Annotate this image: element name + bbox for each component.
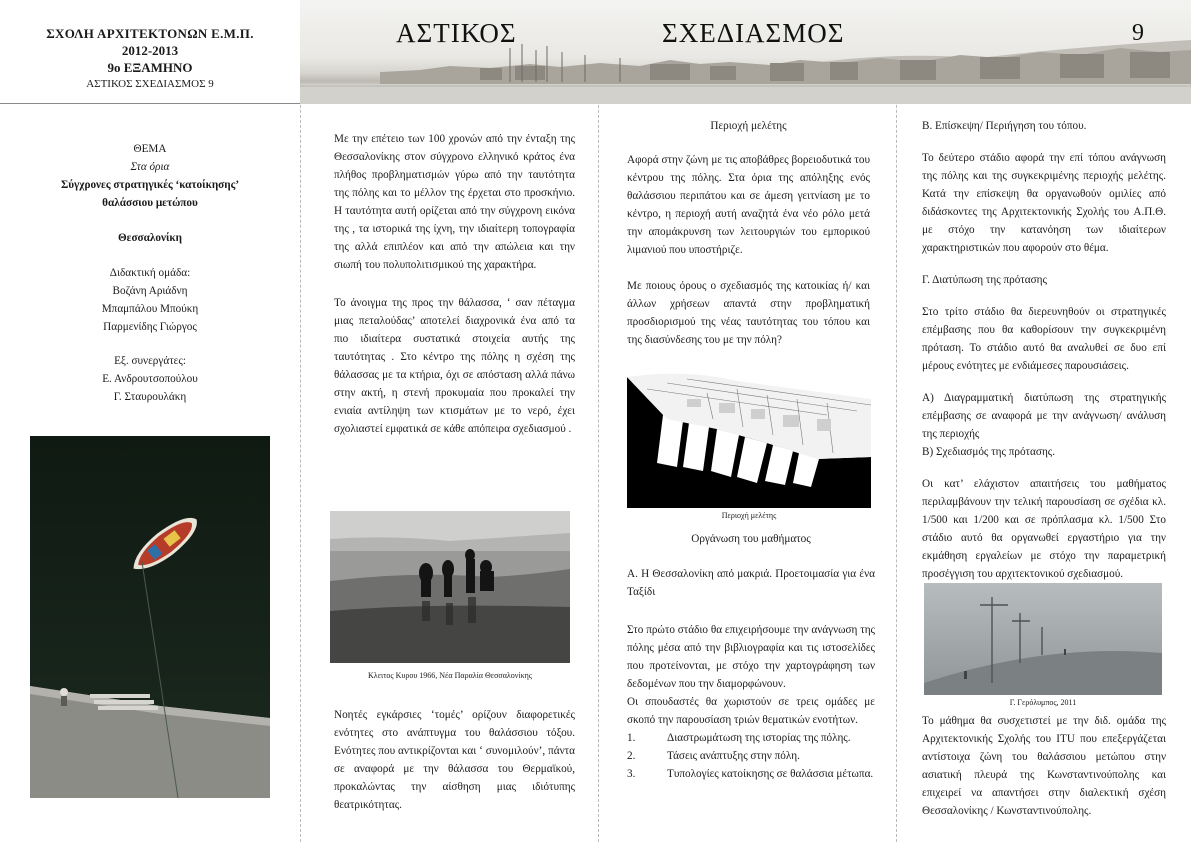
proposal-paragraph: Στο τρίτο στάδιο θα διερευνηθούν οι στρατηγικές επέμβασης που θα καθορίσουν την συγκεκριμένη πρόταση. Το στάδιο αυτό θα αναλυθεί σε δυο επί μέρους ενότητες με ενδιάμεσες παρουσιάσεις. [922, 306, 1166, 372]
list-number: 2. [627, 750, 636, 762]
intro-column [334, 130, 575, 452]
item-b: Β) Σχεδιασμός της πρότασης. [922, 446, 1056, 458]
item-a: Α) Διαγραμματική διατύπωση της στρατηγικής επέμβασης σε αναφορά με την ανάγνωση/ ανάλυση της περιοχής [922, 392, 1166, 440]
organization-heading: Οργάνωση του μαθήματος [691, 533, 811, 545]
collaborator: Ε. Ανδρουτσοπούλου [102, 373, 198, 385]
academic-year: 2012-2013 [121, 43, 179, 58]
requirements-paragraph: Οι κατ’ ελάχιστον απαιτήσεις του μαθήματος περιλαμβάνουν την τελική παρουσίαση σε σχέδια κλ. 1/500 και 1/200 και σε πρόπλασμα κλ. 1/500 Στο στάδιο αυτό θα οργανωθεί εργαστήριο για την εκμάθηση εργαλείων με στόχο την παραμετρική προσέγγιση του αρχιτεκτονικού σχεδιασμού. [922, 478, 1166, 580]
collaborators-label: Εξ. συνεργάτες: [114, 355, 186, 367]
school-header [0, 0, 300, 104]
waterfront-paragraph: Το άνοιγμα της προς την θάλασσα, ‘ σαν πέταγμα μιας πεταλούδας’ αποτελεί διαχρονικά ένα από τα πιο ιδιαίτερα συστατικά στοιχεία αυτής της ταυτότητας . Στο κέντρο της πόλης η σχέση της θάλασσας με τα κτήρια, όχι σε απόσταση αλλά πάνω στην ακτή, η στενή προκυμαία που προκαλεί την ενιαία αντίληψη των κτισμάτων με το νερό, έχει σχολιαστεί εμφατικά σε κάθε απόπειρα σχεδιασμού . [334, 297, 575, 435]
banner-title-word2: ΣΧΕΔΙΑΣΜΟΣ [662, 18, 845, 48]
section-b-heading: Β. Επίσκεψη/ Περιήγηση του τόπου. [922, 120, 1087, 132]
sections-column [334, 706, 575, 828]
harbor-panorama-photo [300, 0, 1191, 104]
kyrou-1966-photo [330, 511, 570, 663]
photo-caption: Κλειτος Κυρου 1966, Νέα Παραλία Θεσσαλονίκης [368, 671, 532, 680]
list-number: 1. [627, 732, 636, 744]
boat-aerial-photo [30, 436, 270, 798]
fold-line [300, 0, 301, 842]
school-name: ΣΧΟΛΗ ΑΡΧΙΤΕΚΤΟΝΩΝ Ε.Μ.Π. [46, 26, 254, 41]
groups-paragraph: Οι σπουδαστές θα χωριστούν σε τρεις ομάδες με σκοπό την παρουσίαση τριών θεματικών ενοτήτων. [627, 696, 875, 726]
harbor-panorama-banner [300, 0, 1191, 104]
theme-label: ΘΕΜΑ [133, 143, 167, 155]
banner-title-word1: ΑΣΤΙΚΟΣ [396, 18, 517, 48]
visit-paragraph: Το δεύτερο στάδιο αφορά την επί τόπου ανάγνωση της πόλης και της συγκεκριμένης περιοχής μελέτης. Κατά την επίσκεψη θα οργανωθούν ομιλίες από διδάσκοντες της Αρχιτεκτονικής Σχολής του Α.Π.Θ. με στόχο την κατανόηση των ιδιαίτερων χαρακτηριστικών που αφορούν στο θέμα. [922, 152, 1166, 254]
question-paragraph: Με ποιους όρους ο σχεδιασμός της κατοικίας ή/ και άλλων χρήσεων απαντά στην προβληματική προσδιορισμού της νέας ταυτότητας του τόπου και της διασύνδεσης του με την πόλη? [627, 280, 870, 346]
list-item [627, 729, 875, 747]
intro-paragraph: Με την επέτειο των 100 χρονών από την ένταξη της Θεσσαλονίκης στον σύγχρονο ελληνικό κράτος ένα πλήθος προβληματισμών γύρω από την ταυτότητα της πόλης και το μέλλον της έρχεται στο προσκήνιο. Η ταυτότητα αυτή ορίζεται από την σύγχρονη εικόνα της , τα ιστορικά της ίχνη, την ιδιαίτερη τοπογραφία της αλλά επιπλέον και από την απώλεια και την σιωπή του πολυπολιτισμικού της χαρακτήρα. [334, 133, 575, 271]
sections-paragraph: Νοητές εγκάρσιες ‘τομές’ ορίζουν διαφορετικές ενότητες στο ανάπτυγμα του θαλάσσιου τόξου. Ενότητες που αντικρίζονται και ‘ συνομιλούν’, πάντα σε αναφορά με την θάλασσα του Θερμαϊκού, προκαλώντας την αίσθηση μιας ιδιότυπης θεατρικότητας. [334, 709, 575, 811]
visit-column [922, 117, 1166, 597]
team-label: Διδακτική ομάδα: [109, 267, 191, 279]
theme-block [20, 140, 280, 406]
map-caption: Περιοχή μελέτης [721, 511, 777, 520]
collaborator: Γ. Σταυρουλάκη [113, 391, 187, 403]
list-text: Τυπολογίες κατοίκησης σε θαλάσσια μέτωπα. [667, 768, 874, 780]
themes-list [627, 729, 875, 783]
page-number: 9 [1132, 20, 1144, 46]
theme-title-line1: Σύγχρονες στρατηγικές ‘κατοίκησης’ [60, 179, 240, 191]
course-organization-column [627, 530, 875, 783]
semester: 9o ΕΞΑΜΗΝΟ [107, 60, 193, 75]
fog-photo-caption: Γ. Γερόλυμπος, 2011 [1009, 698, 1077, 707]
study-area-paragraph: Αφορά στην ζώνη με τις αποβάθρες βορειοδυτικά του κέντρου της πόλης. Στα όρια της απόληξης ενός θαλάσσιου περιπάτου και σε άμεση γειτνίαση με το κέντρο, η περιοχή αυτή αναζητά ένα νέο ρόλο μετά την απομάκρυνση των λειτουργιών του εμπορικού λιμανιού που υποστήριζε. [627, 154, 870, 256]
stage-one-paragraph: Στο πρώτο στάδιο θα επιχειρήσουμε την ανάγνωση της πόλης μέσα από την βιβλιογραφία και τις ιστοσελίδες που προτείνονται, με στόχο την χαρτογράφηση των δεδομένων που την διαμορφώνουν. [627, 624, 875, 690]
city-name: Θεσσαλονίκη [117, 232, 183, 244]
theme-title-line2: θαλάσσιου μετώπου [102, 197, 198, 209]
list-number: 3. [627, 768, 636, 780]
study-area-column [627, 117, 870, 363]
study-area-map [627, 359, 871, 508]
team-member: Βοζάνη Αριάδνη [112, 285, 188, 297]
foggy-waterfront-photo [924, 583, 1162, 695]
fold-line [896, 0, 897, 842]
fold-line [598, 0, 599, 842]
list-item [627, 747, 875, 765]
section-a-heading: Α. Η Θεσσαλονίκη από μακριά. Προετοιμασία για ένα Ταξίδι [627, 568, 875, 598]
list-text: Τάσεις ανάπτυξης στην πόλη. [667, 750, 800, 762]
course-name: ΑΣΤΙΚΟΣ ΣΧΕΔΙΑΣΜΟΣ 9 [86, 78, 214, 90]
list-item [627, 765, 875, 783]
theme-subtitle: Στα όρια [130, 161, 170, 173]
team-member: Μπαμπάλου Μπούκη [101, 303, 199, 315]
team-member: Παρμενίδης Γιώργος [103, 321, 197, 333]
itu-column [922, 712, 1166, 834]
section-c-heading: Γ. Διατύπωση της πρότασης [922, 274, 1047, 286]
itu-paragraph: Το μάθημα θα συσχετιστεί με την διδ. ομάδα της Αρχιτεκτονικής Σχολής του ITU που επεξεργάζεται αντίστοιχα ζώνη του θαλάσσιου μετώπου στην ασιατική πλευρά της Κωνσταντινούπολης και επιχειρεί να απαντήσει στην διαλεκτική σχέση Θεσσαλονίκης / Κωνσταντινούπολης. [922, 715, 1166, 817]
study-area-heading: Περιοχή μελέτης [710, 120, 787, 132]
list-text: Διαστρωμάτωση της ιστορίας της πόλης. [667, 732, 851, 744]
